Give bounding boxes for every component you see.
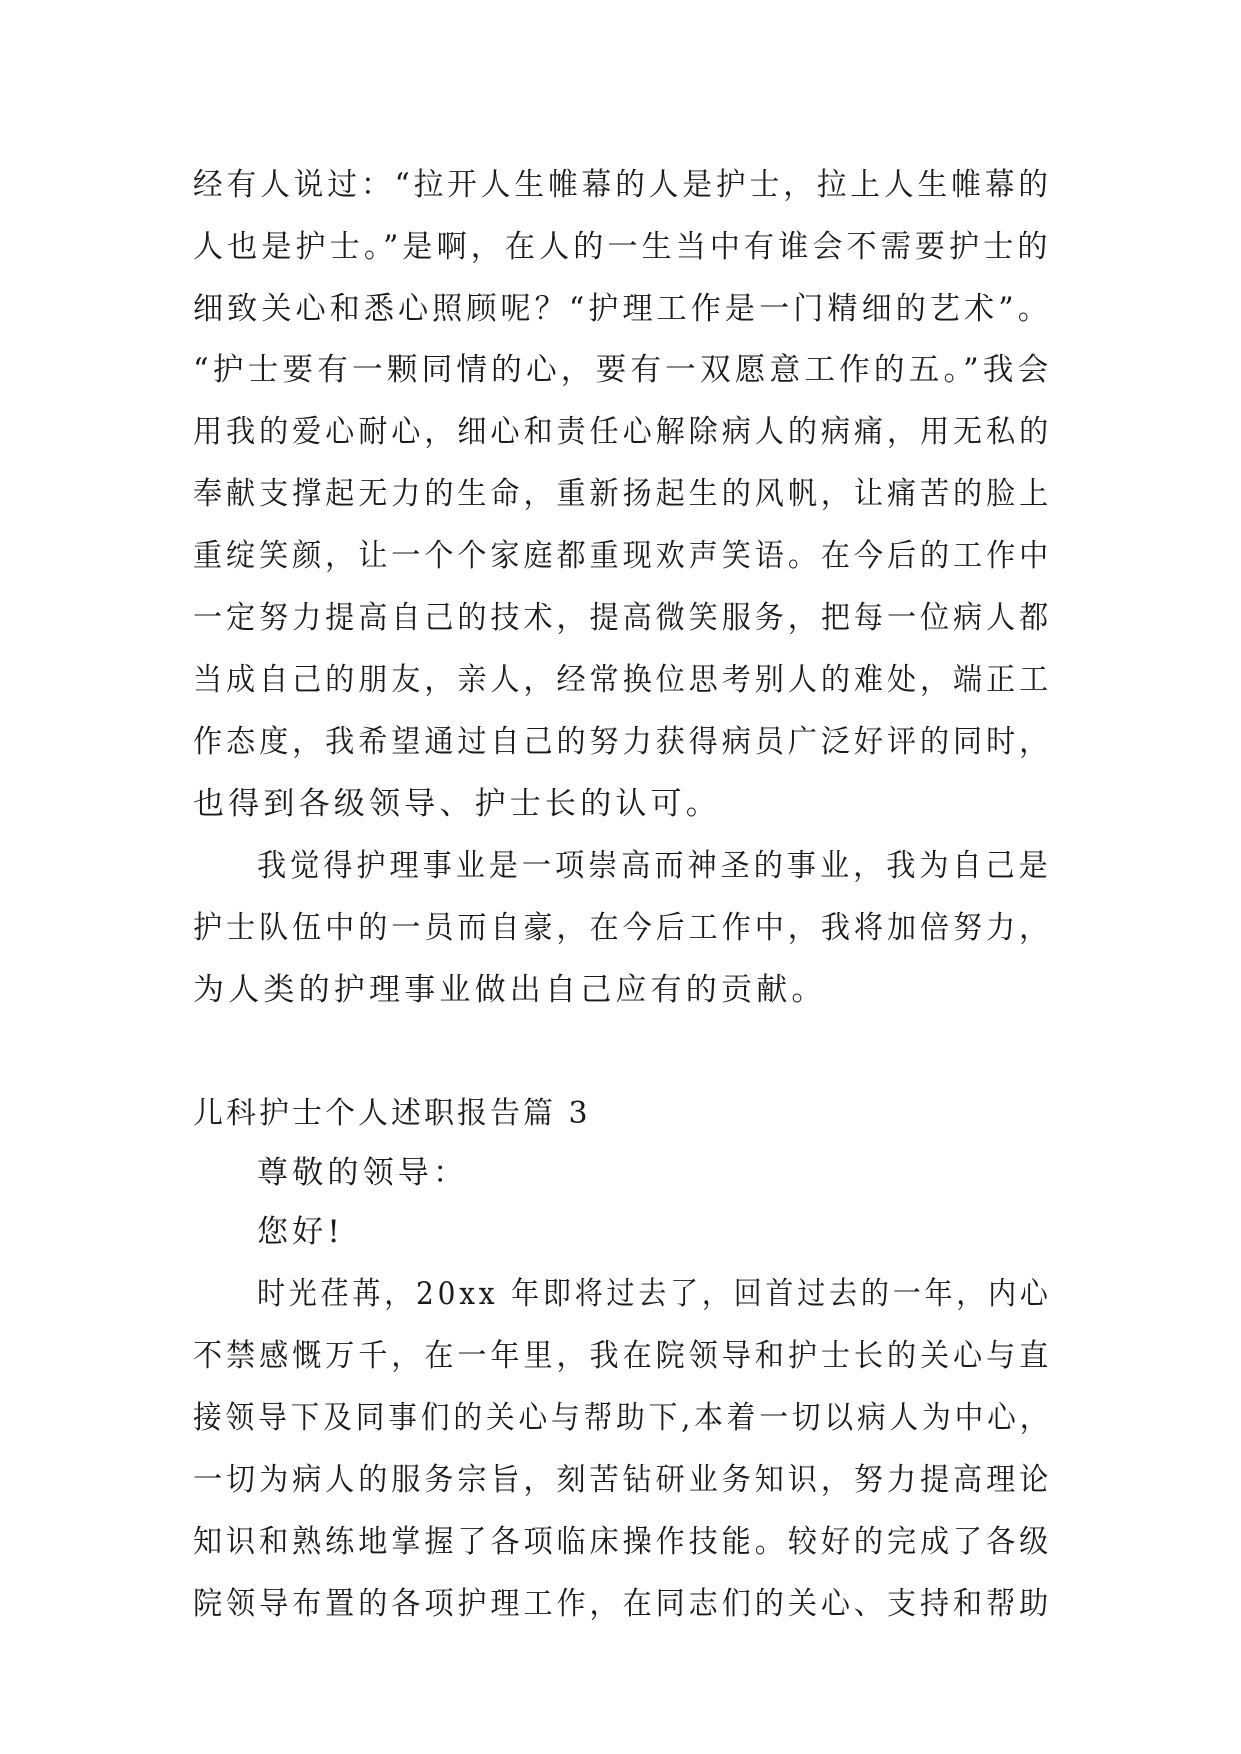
paragraph-3-line: 时光荏苒，20xx 年即将过去了，回首过去的一年，内心 bbox=[257, 1276, 1052, 1312]
paragraph-3-line: 院领导布置的各项护理工作，在同志们的关心、支持和帮助 bbox=[193, 1586, 1053, 1622]
paragraph-1-line: 作态度，我希望通过自己的努力获得病员广泛好评的同时， bbox=[193, 724, 1053, 760]
paragraph-3-line: 不禁感慨万千，在一年里，我在院领导和护士长的关心与直 bbox=[193, 1338, 1053, 1374]
paragraph-1-line: 一定努力提高自己的技术，提高微笑服务，把每一位病人都 bbox=[193, 600, 1053, 636]
paragraph-3-line: 接领导下及同事们的关心与帮助下,本着一切以病人为中心， bbox=[193, 1400, 1053, 1436]
paragraph-1-line: 细致关心和悉心照顾呢？“护理工作是一门精细的艺术”。 bbox=[193, 291, 1052, 327]
paragraph-1-line: 重绽笑颜，让一个个家庭都重现欢声笑语。在今后的工作中 bbox=[193, 538, 1053, 574]
paragraph-3-line: 一切为病人的服务宗旨，刻苦钻研业务知识，努力提高理论 bbox=[193, 1462, 1053, 1498]
paragraph-1-line: 当成自己的朋友，亲人，经常换位思考别人的难处，端正工 bbox=[193, 662, 1053, 698]
paragraph-1-line: “护士要有一颗同情的心，要有一双愿意工作的五。”我会 bbox=[193, 352, 1053, 388]
paragraph-3-line: 知识和熟练地掌握了各项临床操作技能。较好的完成了各级 bbox=[193, 1524, 1053, 1560]
paragraph-2-line: 为人类的护理事业做出自己应有的贡献。 bbox=[193, 972, 827, 1008]
paragraph-1-line: 经有人说过：“拉开人生帷幕的人是护士，拉上人生帷幕的 bbox=[193, 167, 1053, 203]
paragraph-1-line: 用我的爱心耐心，细心和责任心解除病人的病痛，用无私的 bbox=[193, 414, 1053, 450]
paragraph-2-line: 我觉得护理事业是一项崇高而神圣的事业，我为自己是 bbox=[257, 848, 1052, 884]
salutation: 尊敬的领导： bbox=[257, 1155, 469, 1191]
paragraph-1-line: 人也是护士。”是啊，在人的一生当中有谁会不需要护士的 bbox=[193, 229, 1052, 265]
paragraph-2-line: 护士队伍中的一员而自豪，在今后工作中，我将加倍努力， bbox=[193, 910, 1053, 946]
paragraph-1-line: 奉献支撑起无力的生命，重新扬起生的风帆，让痛苦的脸上 bbox=[193, 476, 1053, 512]
greeting: 您好! bbox=[257, 1214, 345, 1250]
section-heading: 儿科护士个人述职报告篇 3 bbox=[193, 1096, 591, 1131]
paragraph-1-line: 也得到各级领导、护士长的认可。 bbox=[193, 786, 721, 822]
